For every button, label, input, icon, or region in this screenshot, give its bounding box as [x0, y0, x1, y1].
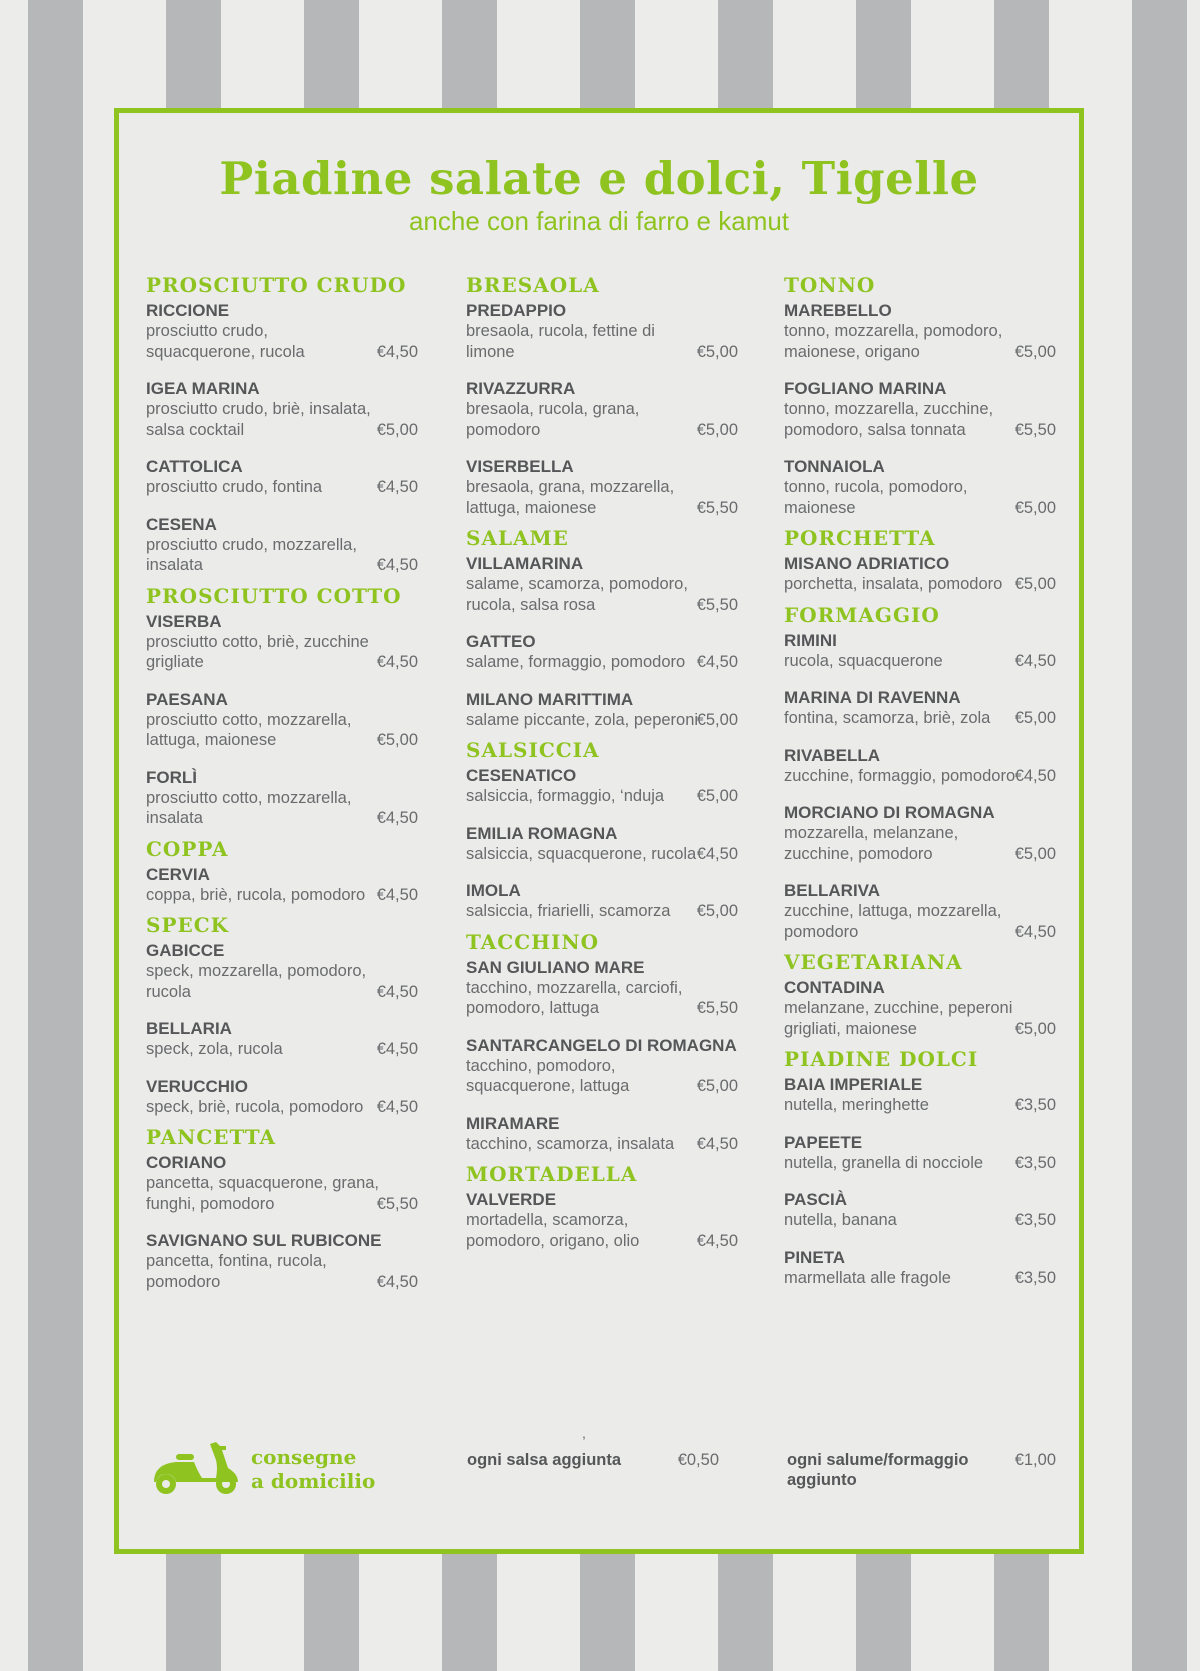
- menu-item: [466, 1113, 738, 1155]
- menu-item-name: BAIA IMPERIALE: [784, 1075, 923, 1094]
- section-title: FORMAGGIO: [784, 602, 940, 627]
- menu-item-details: [466, 844, 738, 865]
- menu-section: [466, 526, 738, 730]
- menu-item: [146, 378, 418, 440]
- menu-item-ingredients: pancetta, squacquerone, grana, funghi, pomodoro: [146, 1174, 380, 1213]
- menu-section: [784, 1047, 1056, 1288]
- menu-item: [784, 1074, 1056, 1116]
- section-title: PIADINE DOLCI: [784, 1047, 979, 1071]
- menu-item: [146, 1152, 418, 1214]
- menu-item-price: €4,50: [376, 556, 418, 574]
- menu-item-name: GATTEO: [466, 632, 536, 651]
- menu-column-2: [466, 273, 738, 1259]
- menu-item-ingredients: prosciutto crudo, mozzarella, insalata: [146, 535, 357, 574]
- menu-section: [146, 584, 418, 829]
- menu-item-ingredients: marmellata alle fragole: [784, 1268, 951, 1287]
- menu-item-price: €4,50: [696, 1134, 738, 1153]
- menu-item: [784, 880, 1056, 942]
- menu-section: [784, 273, 1056, 518]
- menu-item-details: [146, 399, 418, 440]
- menu-section: [784, 950, 1056, 1039]
- menu-item: [146, 767, 418, 829]
- menu-item-ingredients: tacchino, pomodoro, squacquerone, lattuga: [466, 1056, 630, 1095]
- menu-item-name: RICCIONE: [146, 301, 230, 320]
- menu-item-name: VISERBA: [146, 611, 222, 631]
- menu-item-name: SAVIGNANO SUL RUBICONE: [146, 1231, 382, 1250]
- menu-item-ingredients: speck, briè, rucola, pomodoro: [146, 1097, 364, 1116]
- menu-item-details: [466, 399, 738, 440]
- menu-item-ingredients: zucchine, formaggio, pomodoro: [784, 766, 1016, 785]
- menu-item-price: €5,50: [696, 498, 738, 517]
- menu-item-price: €5,00: [696, 1077, 738, 1095]
- menu-section: [146, 1125, 418, 1292]
- section-title: MORTADELLA: [466, 1162, 638, 1186]
- menu-item-price: €5,00: [696, 710, 738, 729]
- menu-section: [146, 913, 418, 1117]
- section-title: SPECK: [146, 913, 230, 937]
- menu-item-details: [784, 998, 1056, 1039]
- menu-item: [784, 745, 1056, 787]
- menu-item-name: PINETA: [784, 1247, 846, 1267]
- menu-item-price: €4,50: [376, 1040, 418, 1058]
- menu-item-ingredients: pancetta, fontina, rucola, pomodoro: [146, 1252, 327, 1291]
- menu-item-name: PAPEETE: [784, 1132, 863, 1152]
- menu-item-name: CERVIA: [146, 864, 210, 884]
- menu-section: [784, 603, 1056, 943]
- menu-item-details: [146, 1039, 418, 1060]
- scooter-icon: [146, 1438, 241, 1496]
- menu-item-details: [146, 961, 418, 1002]
- menu-item-details: [466, 574, 738, 615]
- menu-item-ingredients: tonno, mozzarella, pomodoro, maionese, origano: [784, 322, 1003, 361]
- menu-item: [466, 1035, 738, 1097]
- section-title: VEGETARIANA: [784, 950, 963, 974]
- menu-item-ingredients: bresaola, grana, mozzarella, lattuga, maionese: [466, 478, 675, 517]
- menu-item-name: SANTARCANGELO DI ROMAGNA: [466, 1035, 737, 1055]
- section-title: PROSCIUTTO COTTO: [146, 583, 402, 608]
- menu-item-ingredients: nutella, meringhette: [784, 1096, 929, 1114]
- menu-item-details: [784, 399, 1056, 440]
- menu-item-ingredients: bresaola, rucola, grana, pomodoro: [466, 400, 640, 439]
- menu-item-price: €4,50: [696, 1231, 738, 1250]
- menu-item-details: [146, 1173, 418, 1214]
- menu-item: [466, 456, 738, 518]
- section-title: SALAME: [466, 526, 569, 550]
- menu-subtitle: anche con farina di farro e kamut: [408, 206, 790, 236]
- menu-item-details: [146, 477, 418, 498]
- menu-item: [466, 1189, 738, 1251]
- menu-item: [146, 1230, 418, 1292]
- extra-sauce-price: €0,50: [677, 1451, 719, 1469]
- menu-item-ingredients: speck, zola, rucola: [146, 1040, 283, 1058]
- menu-item-price: €4,50: [376, 478, 418, 496]
- menu-item-price: €4,50: [376, 885, 418, 904]
- menu-item-ingredients: prosciutto crudo, briè, insalata, salsa cocktail: [146, 400, 371, 439]
- menu-item: [784, 300, 1056, 362]
- menu-item-name: CESENATICO: [466, 766, 577, 785]
- menu-item-name: MAREBELLO: [784, 301, 892, 320]
- menu-item: [784, 977, 1056, 1039]
- menu-item: [784, 456, 1056, 518]
- menu-section: [146, 273, 418, 576]
- menu-item: [784, 553, 1056, 595]
- extra-cheese-label-2: aggiunto: [787, 1471, 857, 1489]
- menu-item-name: EMILIA ROMAGNA: [466, 823, 618, 843]
- menu-item: [146, 940, 418, 1002]
- menu-item-name: BELLARIVA: [784, 881, 881, 900]
- menu-item-price: €5,00: [696, 420, 738, 439]
- menu-item-ingredients: prosciutto cotto, mozzarella, lattuga, maionese: [146, 710, 352, 749]
- menu-item-details: [466, 321, 738, 362]
- menu-item-price: €5,00: [376, 420, 418, 439]
- menu-item-details: [146, 885, 418, 906]
- menu-section: [784, 526, 1056, 595]
- menu-item-ingredients: tonno, rucola, pomodoro, maionese: [784, 478, 968, 517]
- menu-item-name: MILANO MARITTIMA: [466, 689, 634, 709]
- menu-item-ingredients: salsiccia, formaggio, ‘nduja: [466, 787, 665, 805]
- menu-item-details: [466, 978, 738, 1019]
- menu-item: [466, 378, 738, 440]
- menu-item-details: [466, 652, 738, 673]
- menu-item-price: €4,50: [1014, 651, 1056, 670]
- menu-item-details: [146, 788, 418, 829]
- menu-item-ingredients: nutella, granella di nocciole: [784, 1153, 984, 1172]
- menu-item-name: CESENA: [146, 514, 217, 534]
- menu-item-ingredients: salsiccia, friarielli, scamorza: [466, 902, 671, 920]
- menu-item-name: CONTADINA: [784, 978, 885, 997]
- menu-item-name: GABICCE: [146, 941, 225, 960]
- menu-item-details: [784, 823, 1056, 864]
- menu-section: [466, 930, 738, 1155]
- menu-item-name: PASCIÀ: [784, 1190, 847, 1209]
- menu-item-details: [466, 786, 738, 807]
- menu-section: [466, 738, 738, 922]
- menu-item-name: CORIANO: [146, 1153, 227, 1172]
- menu-item: [146, 1018, 418, 1060]
- menu-item-ingredients: tacchino, scamorza, insalata: [466, 1134, 675, 1153]
- menu-item-details: [466, 477, 738, 518]
- menu-item-ingredients: nutella, banana: [784, 1211, 897, 1229]
- menu-item-ingredients: coppa, briè, rucola, pomodoro: [146, 885, 366, 904]
- section-title: TACCHINO: [466, 929, 600, 954]
- extra-cheese: [787, 1450, 1056, 1490]
- menu-item-price: €5,00: [1014, 709, 1056, 727]
- menu-item-ingredients: speck, mozzarella, pomodoro, rucola: [146, 962, 367, 1001]
- menu-item-price: €4,50: [376, 653, 418, 671]
- menu-item-ingredients: salame, formaggio, pomodoro: [466, 653, 686, 671]
- menu-item-details: [146, 1251, 418, 1292]
- menu-item-price: €4,50: [376, 982, 418, 1001]
- menu-item-price: €3,50: [1014, 1096, 1056, 1114]
- menu-item-price: €5,00: [1014, 342, 1056, 361]
- menu-item-ingredients: zucchine, lattuga, mozzarella, pomodoro: [784, 902, 1002, 941]
- menu-item: [466, 957, 738, 1019]
- menu-item-price: €3,50: [1014, 1211, 1056, 1229]
- menu-item-price: €4,50: [376, 342, 418, 361]
- menu-item-ingredients: salsiccia, squacquerone, rucola: [466, 844, 697, 863]
- delivery-label: consegne a domicilio: [251, 1445, 376, 1493]
- menu-item-price: €5,50: [1014, 420, 1056, 439]
- menu-item-name: IMOLA: [466, 881, 521, 900]
- menu-column-1: [146, 273, 418, 1300]
- menu-item: [784, 1247, 1056, 1289]
- stray-comma: ,: [582, 1425, 586, 1441]
- menu-item-name: MORCIANO DI ROMAGNA: [784, 803, 995, 822]
- menu-item-price: €4,50: [1014, 766, 1056, 785]
- menu-item-ingredients: salame piccante, zola, peperoni: [466, 710, 699, 729]
- menu-item-ingredients: prosciutto cotto, mozzarella, insalata: [146, 788, 352, 827]
- menu-item-price: €4,50: [696, 653, 738, 671]
- menu-item-price: €5,00: [1014, 575, 1056, 593]
- menu-item: [466, 631, 738, 673]
- extra-sauce-label: ogni salsa aggiunta: [467, 1451, 622, 1469]
- menu-item-name: BELLARIA: [146, 1019, 232, 1038]
- menu-item-name: CATTOLICA: [146, 457, 243, 476]
- extra-cheese-label-1: ogni salume/formaggio: [787, 1451, 969, 1469]
- menu-item-name: TONNAIOLA: [784, 457, 885, 476]
- menu-item-price: €5,50: [696, 999, 738, 1017]
- section-title: SALSICCIA: [466, 738, 600, 762]
- menu-item-details: [784, 1268, 1056, 1289]
- section-title: PANCETTA: [146, 1125, 277, 1149]
- menu-item: [784, 802, 1056, 864]
- menu-item-details: [466, 1210, 738, 1251]
- menu-item-name: MIRAMARE: [466, 1113, 560, 1133]
- menu-item-name: RIVAZZURRA: [466, 379, 576, 398]
- menu-item-price: €4,50: [376, 809, 418, 827]
- menu-item-price: €4,50: [376, 1272, 418, 1291]
- menu-item-price: €5,50: [376, 1194, 418, 1213]
- menu-item-details: [784, 1095, 1056, 1116]
- menu-item-price: €4,50: [1014, 922, 1056, 941]
- menu-item: [146, 611, 418, 673]
- menu-item-ingredients: prosciutto crudo, fontina: [146, 478, 323, 496]
- menu-item: [784, 687, 1056, 729]
- menu-item-price: €3,50: [1014, 1268, 1056, 1287]
- menu-item-details: [466, 710, 738, 731]
- menu-item-details: [784, 651, 1056, 672]
- menu-item-details: [784, 1210, 1056, 1231]
- menu-item-ingredients: fontina, scamorza, briè, zola: [784, 709, 991, 727]
- menu-item-price: €3,50: [1014, 1153, 1056, 1172]
- menu-item: [784, 630, 1056, 672]
- menu-item-ingredients: mozzarella, melanzane, zucchine, pomodoro: [784, 824, 959, 863]
- menu-item-ingredients: bresaola, rucola, fettine di limone: [466, 322, 655, 361]
- menu-item-ingredients: prosciutto crudo, squacquerone, rucola: [146, 322, 305, 361]
- menu-item-details: [146, 710, 418, 751]
- menu-panel: [114, 108, 1084, 1554]
- menu-item: [466, 553, 738, 615]
- menu-item-details: [784, 574, 1056, 595]
- menu-item-name: MISANO ADRIATICO: [784, 554, 950, 573]
- menu-item-details: [146, 321, 418, 362]
- menu-item-details: [146, 1097, 418, 1118]
- menu-item: [784, 1189, 1056, 1231]
- menu-item-details: [466, 1056, 738, 1097]
- menu-item-details: [784, 1153, 1056, 1174]
- extra-cheese-price: €1,00: [1014, 1451, 1056, 1469]
- menu-item-details: [466, 1134, 738, 1155]
- menu-item-details: [784, 708, 1056, 729]
- menu-item-details: [784, 321, 1056, 362]
- menu-item-ingredients: melanzane, zucchine, peperoni grigliati, maionese: [784, 999, 1013, 1038]
- extra-sauce: [467, 1450, 719, 1470]
- menu-item-details: [784, 901, 1056, 942]
- menu-item-price: €5,00: [1014, 498, 1056, 517]
- menu-item-name: FOGLIANO MARINA: [784, 379, 947, 398]
- menu-item-name: SAN GIULIANO MARE: [466, 957, 645, 977]
- menu-item-price: €4,50: [696, 844, 738, 863]
- menu-item-price: €5,00: [376, 731, 418, 749]
- menu-item: [466, 689, 738, 731]
- menu-section: [466, 1162, 738, 1251]
- menu-item: [146, 300, 418, 362]
- menu-item: [466, 300, 738, 362]
- section-title: PORCHETTA: [784, 526, 936, 550]
- menu-item-ingredients: mortadella, scamorza, pomodoro, origano, olio: [466, 1211, 640, 1250]
- menu-item: [466, 765, 738, 807]
- menu-item: [466, 880, 738, 922]
- menu-item-price: €5,00: [1014, 1019, 1056, 1038]
- menu-column-3: [784, 273, 1056, 1296]
- menu-item-details: [146, 535, 418, 576]
- menu-item-ingredients: salame, scamorza, pomodoro, rucola, salsa rosa: [466, 575, 688, 614]
- menu-section: [146, 837, 418, 906]
- menu-item-details: [784, 766, 1056, 787]
- menu-item-name: PREDAPPIO: [466, 301, 567, 320]
- menu-item: [784, 378, 1056, 440]
- menu-item-price: €5,00: [1014, 844, 1056, 863]
- menu-item-details: [466, 901, 738, 922]
- menu-item-price: €5,00: [696, 902, 738, 920]
- menu-section: [466, 273, 738, 518]
- menu-item-ingredients: prosciutto cotto, briè, zucchine grigliate: [146, 632, 369, 671]
- section-title: TONNO: [784, 273, 876, 297]
- menu-item-ingredients: rucola, squacquerone: [784, 651, 943, 670]
- menu-item-name: MARINA DI RAVENNA: [784, 688, 961, 707]
- menu-item: [146, 689, 418, 751]
- menu-item-details: [146, 632, 418, 673]
- menu-item-name: VISERBELLA: [466, 457, 574, 476]
- menu-item-name: RIMINI: [784, 630, 837, 650]
- menu-item-name: PAESANA: [146, 689, 228, 709]
- menu-title: Piadine salate e dolci, Tigelle: [219, 152, 979, 205]
- section-title: PROSCIUTTO CRUDO: [146, 273, 407, 297]
- menu-item: [146, 514, 418, 576]
- menu-item-price: €5,50: [696, 595, 738, 614]
- menu-item: [146, 456, 418, 498]
- menu-item-price: €4,50: [376, 1097, 418, 1116]
- menu-item-ingredients: tacchino, mozzarella, carciofi, pomodoro, lattuga: [466, 978, 683, 1017]
- section-title: COPPA: [146, 836, 229, 861]
- menu-item-price: €5,00: [696, 787, 738, 805]
- menu-item-ingredients: porchetta, insalata, pomodoro: [784, 575, 1003, 593]
- menu-item: [146, 864, 418, 906]
- menu-item-name: RIVABELLA: [784, 745, 881, 765]
- menu-item-name: FORLÌ: [146, 767, 197, 787]
- menu-item-name: VILLAMARINA: [466, 554, 584, 573]
- menu-item-name: IGEA MARINA: [146, 379, 260, 398]
- menu-item-details: [784, 477, 1056, 518]
- menu-item-ingredients: tonno, mozzarella, zucchine, pomodoro, salsa tonnata: [784, 400, 994, 439]
- menu-item-name: VERUCCHIO: [146, 1076, 249, 1096]
- menu-item: [146, 1076, 418, 1118]
- section-title: BRESAOLA: [466, 273, 600, 297]
- menu-item: [466, 823, 738, 865]
- menu-item-name: VALVERDE: [466, 1190, 557, 1209]
- menu-item: [784, 1132, 1056, 1174]
- menu-item-price: €5,00: [696, 342, 738, 361]
